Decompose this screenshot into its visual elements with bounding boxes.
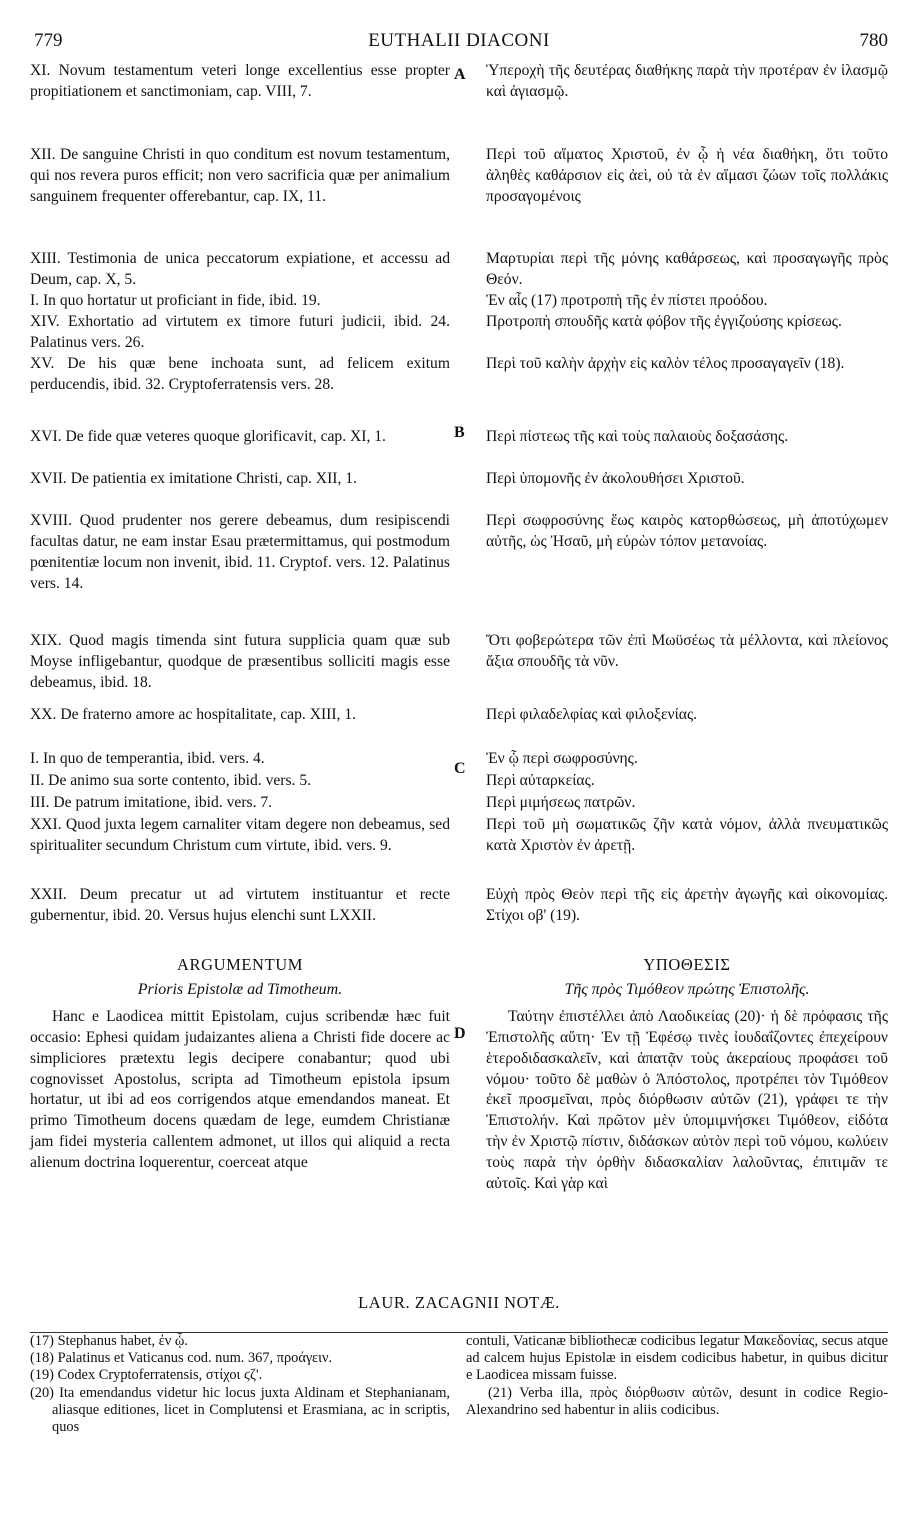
greek-entry-12: Ἐν ᾧ περὶ σωφροσύνης. [486,750,638,767]
latin-entry-xiv: XIV. Exhortatio ad virtutem ex timore futuri judicii, ibid. 24. Palatinus vers. 26. [30,313,450,351]
note-18: (18) Palatinus et Vaticanus cod. num. 367, προάγειν. [30,1350,333,1367]
note-21: (21) Verba illa, πρὸς διόρθωσιν αὐτῶν, desunt in codice Regio-Alexandrino sed habentur in aliis codicibus. [466,1384,888,1418]
greek-argument [486,955,888,1195]
section-marker-a: A [454,66,466,83]
notes-title: LAUR. ZACAGNII NOTÆ. [358,1293,560,1312]
note-19: (19) Codex Cryptoferratensis, στίχοι ϛζ'. [30,1367,263,1384]
latin-entry-xxii: XXII. Deum precatur ut ad virtutem instituantur et recte gubernentur, ibid. 20. Versus hujus elenchi sunt LXXII. [30,886,450,924]
latin-column [30,61,450,1174]
section-marker-b: B [454,424,465,441]
greek-entry-11: Περὶ φιλαδελφίας καὶ φιλοξενίας. [486,706,698,723]
greek-argument-title: ΥΠΟΘΕΣΙΣ [643,955,731,974]
notes-left-column [30,1333,450,1436]
greek-entry-16: Εὐχὴ πρὸς Θεὸν περὶ τῆς εἰς ἀρετὴν ἀγωγῆς καὶ οἰκονομίας. Στίχοι οβ' (19). [486,886,888,924]
latin-entry-xx-i: I. In quo de temperantia, ibid. vers. 4. [30,750,265,767]
running-title: EUTHALII DIACONI [368,30,550,51]
greek-entry-8: Περὶ ὑπομονῆς ἐν ἀκολουθήσει Χριστοῦ. [486,470,745,487]
greek-entry-10: Ὅτι φοβερώτερα τῶν ἐπὶ Μωϋσέως τὰ μέλλοντα, καὶ πλείονος ἄξια σπουδῆς τὰ νῦν. [486,632,888,670]
greek-entry-5: Προτροπὴ σπουδῆς κατὰ φόβον τῆς ἐγγιζούσης κρίσεως. [486,313,842,330]
latin-entry-xix: XIX. Quod magis timenda sint futura supplicia quam quæ sub Moyse infligebantur, quodque de præsentibus solliciti magis esse debeamus, ibid. 18. [30,632,450,691]
latin-entry-xviii: XVIII. Quod prudenter nos gerere debeamus, dum resipiscendi facultas datur, ne eam instar Esau prætermittamus, qui postmodum pœnitentiæ locum non invenit, ibid. 11. Cryptof. vers. 12. Palatinus vers. 14. [30,512,450,592]
greek-entry-13: Περὶ αὐταρκείας. [486,772,595,789]
greek-entry-2: Περὶ τοῦ αἵματος Χριστοῦ, ἐν ᾧ ἡ νέα διαθήκη, ὅτι τοῦτο ἀληθὲς καθάρσιον εἰς ἀεὶ, οὐ τὰ ἐν αἵμασι ζώων τοῖς πολλάκις προσαγομένοις [486,146,888,205]
note-20-continued: contuli, Vaticanæ bibliothecæ codicibus legatur Μακεδονίας, secus atque ad calcem hujus Epistolæ in eisdem codicibus habetur, in quibus dicitur e Laodicea missam fuisse. [466,1333,888,1384]
notes-right-column [466,1333,888,1419]
page-number-right: 780 [859,30,888,51]
section-marker-d: D [454,1025,466,1042]
latin-entry-xvii: XVII. De patientia ex imitatione Christi, cap. XII, 1. [30,470,357,487]
latin-argument-subtitle: Prioris Epistolæ ad Timotheum. [137,980,343,998]
latin-entry-xx: XX. De fraterno amore ac hospitalitate, cap. XIII, 1. [30,706,357,723]
page-number-left: 779 [34,30,63,51]
greek-argument-subtitle: Τῆς πρὸς Τιμόθεον πρώτης Ἐπιστολῆς. [564,980,810,998]
greek-entry-15: Περὶ τοῦ μὴ σωματικῶς ζῆν κατὰ νόμον, ἀλλὰ πνευματικῶς κατὰ Χριστὸν ἐν ἀρετῇ. [486,816,888,854]
latin-entry-xx-ii: II. De animo sua sorte contento, ibid. vers. 5. [30,772,312,789]
note-20: (20) Ita emendandus videtur hic locus juxta Aldinam et Stephanianam, aliasque editiones, licet in Complutensi et Erasmiana, ac in scriptis, quos [30,1384,450,1436]
latin-entry-i: I. In quo hortatur ut proficiant in fide, ibid. 19. [30,292,321,309]
greek-entry-7: Περὶ πίστεως τῆς καὶ τοὺς παλαιοὺς δοξασάσης. [486,428,789,445]
latin-entry-xi: XI. Novum testamentum veteri longe excellentius esse propter propitiationem et sanctimoniam, cap. VIII, 7. [30,62,450,100]
greek-entry-6: Περὶ τοῦ καλὴν ἀρχὴν εἰς καλὸν τέλος προσαγαγεῖν (18). [486,355,845,372]
note-17: (17) Stephanus habet, ἐν ᾧ. [30,1333,188,1349]
greek-entry-4: Ἐν αἷς (17) προτροπὴ τῆς ἐν πίστει προόδου. [486,292,768,309]
latin-argument [30,955,450,1174]
greek-entry-14: Περὶ μιμήσεως πατρῶν. [486,794,636,811]
latin-entry-xiii: XIII. Testimonia de unica peccatorum expiatione, et accessu ad Deum, cap. X, 5. [30,250,450,288]
greek-entry-1: Ὑπεροχὴ τῆς δευτέρας διαθήκης παρὰ τὴν προτέραν ἐν ἱλασμῷ καὶ ἁγιασμῷ. [486,62,888,100]
greek-entry-9: Περὶ σωφροσύνης ἕως καιρὸς κατορθώσεως, μὴ ἀποτύχωμεν αὐτῆς, ὡς Ἠσαῦ, μὴ εὑρὼν τόπον μετανοίας. [486,512,888,550]
latin-entry-xvi: XVI. De fide quæ veteres quoque glorificavit, cap. XI, 1. [30,428,386,445]
latin-entry-xv: XV. De his quæ bene inchoata sunt, ad felicem exitum perducendis, ibid. 32. Cryptoferratensis vers. 28. [30,355,450,393]
greek-entry-3: Μαρτυρίαι περὶ τῆς μόνης καθάρσεως, καὶ προσαγωγῆς πρὸς Θεόν. [486,250,888,288]
latin-entry-xx-iii: III. De patrum imitatione, ibid. vers. 7. [30,794,273,811]
running-header [30,30,888,56]
greek-argument-text: Ταύτην ἐπιστέλλει ἀπὸ Λαοδικείας (20)· ἡ δὲ πρόφασις τῆς Ἐπιστολῆς αὕτη· Ἐν τῇ Ἐφέσῳ τινὲς ἰουδαΐζοντες ἐπεχείρουν ἑτεροδιδασκαλεῖν, καὶ ἀπατᾷν τοὺς ἀκεραίους προφάσει τοῦ νόμου· τοῦτο δὲ μαθὼν ὁ Ἀπόστολος, προτρέπει τὸν Τιμόθεον ἐκεῖ προσμεῖναι, πρὸς διόρθωσιν αὐτῶν (21), γράφει τε τὴν Ἐπιστολήν. Καὶ πρῶτον μὲν ὑπομιμνήσκει Τιμόθεον, εἰδότα τὴν ἐν Χριστῷ πίστιν, διδάσκων αὐτὸν περὶ τοῦ νόμου, κωλύειν τοὺς παρὰ τὴν ὀρθὴν διδασκαλίαν λαλοῦντας, ἐπιτιμᾶν τε αὐτοῖς. Καὶ γὰρ καὶ [486,1007,888,1193]
latin-entry-xxi: XXI. Quod juxta legem carnaliter vitam degere non debeamus, sed spiritualiter secundum Christum cum virtute, ibid. vers. 9. [30,816,450,854]
section-marker-c: C [454,760,466,777]
latin-argument-text: Hanc e Laodicea mittit Epistolam, cujus scribendæ hæc fuit occasio: Ephesi quidam judaizantes aliena a Christi fide docere ac simpliciores prætextu legis decipere conabantur; quod ubi cognovisset Apostolus, scripta ad Timotheum epistola ipsum hortatur, ut ibi ad eos corrigendos atque emendandos maneat. Et primo Timotheum docens quædam de lege, eumdem Christianæ jam fidei mysteria callentem admonet, ut illos qui aliquid a recta alienum doctrina loquerentur, coerceat atque [30,1007,450,1172]
latin-argument-title: ARGUMENTUM [176,955,304,974]
greek-column [486,61,888,1195]
latin-entry-xii: XII. De sanguine Christi in quo conditum est novum testamentum, qui nos revera puros efficit; non vero sacrificia quæ per animalium sanguinem frequenter offerebantur, cap. IX, 11. [30,146,450,205]
